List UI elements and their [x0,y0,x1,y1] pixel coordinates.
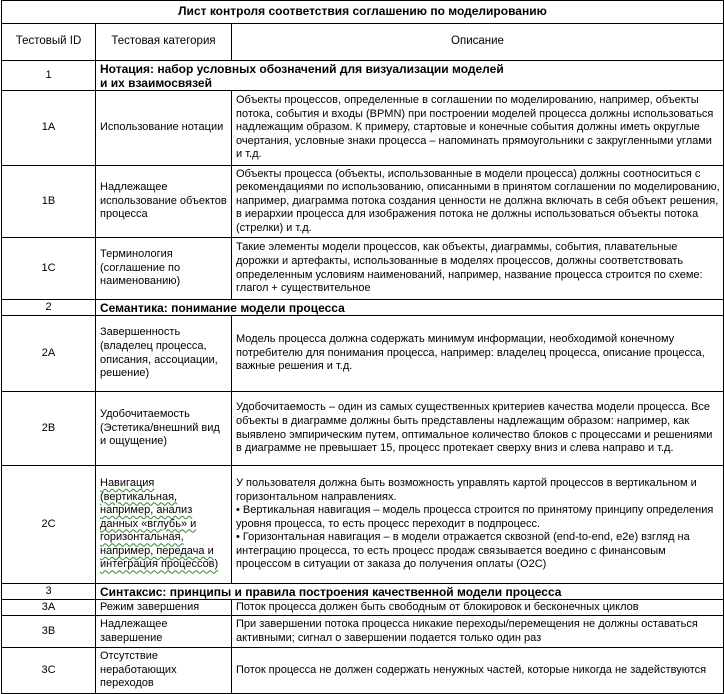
section-title: Нотация: набор условных обозначений для визуализации моделей и их взаимосвязей [96,61,724,91]
row-category: Отсутствие неработающих переходов [96,648,232,694]
row-id: 1B [2,166,96,238]
row-description: Объекты процессов, определенные в соглашении по моделированию, например, объекты потока, события и входы (BPMN) при построении моделей процесса должны использоваться надлежащим образом. К примеру, стартовые и конечные события должны иметь округлые очертания, условные знаки процесса – напоминать прямоугольники с закругленными углами и т.д. [232,91,724,166]
header-row [2,24,724,61]
section-row [2,61,724,91]
row-category: Надлежащее использование объектов процесса [96,166,232,238]
row-category: Использование нотации [96,91,232,166]
table-row [2,316,724,392]
row-category: Терминология (соглашение по наименованию) [96,238,232,300]
row-description: При завершении потока процесса никакие переходы/перемещения не должны оставаться активными; сигнал о завершении подается только один раз [232,616,724,648]
row-category: Режим завершения [96,600,232,616]
row-id: 1A [2,91,96,166]
row-description: Объекты процесса (объекты, использованные в модели процесса) должны соотноситься с рекомендациями по использованию, описанными в принятом соглашении по моделированию, например, диаграмма потока создания ценности не должна включать в себя объект решения, в иерархии процесса для изображения потока не должны использоваться объекты потока (стрелки) и т.д. [232,166,724,238]
row-description: Поток процесса не должен содержать ненужных частей, которые никогда не задействуются [232,648,724,694]
bullet-item: • Вертикальная навигация – модель процесса строится по принятому принципу определения уровня процесса, то есть процесс переходит в подпроцесс. [236,504,714,530]
row-category [96,466,232,584]
bullet-item: • Горизонтальная навигация – в модели отражается сквозной (end-to-end, e2e) взгляд на интеграцию процесса, то есть процесс продаж связывается воедино с финансовым процессом в ситуации от заказа до получения оплаты (О2С) [236,531,690,571]
header-id: Тестовый ID [2,24,96,61]
row-description: Поток процесса должен быть свободным от блокировок и бесконечных циклов [232,600,724,616]
section-row [2,584,724,600]
header-category: Тестовая категория [96,24,232,61]
section-id: 3 [2,584,96,600]
row-id: 3A [2,600,96,616]
row-id: 3B [2,616,96,648]
title-row [2,1,724,24]
row-description [232,466,724,584]
section-title: Синтаксис: принципы и правила построения качественной модели процесса [96,584,724,600]
table-row [2,466,724,584]
row-id: 3C [2,648,96,694]
section-id: 2 [2,300,96,316]
row-description: Такие элементы модели процессов, как объекты, диаграммы, события, плавательные дорожки и артефакты, использованные в моделях процессов, должны соответствовать определенным условиям наименований, например, название процесса строится по схеме: глагол + существительное [232,238,724,300]
row-category: Завершенность (владелец процесса, описания, ассоциации, решение) [96,316,232,392]
row-description: Удобочитаемость – один из самых существенных критериев качества модели процесса. Все объекты в диаграмме должны быть представлены надлежащим образом: например, как выявлено эмпирическим путем, оптимальное количество блоков с процессами и решениями в диаграмме не превышает 15, процесс протекает сверху вниз и слева направо и т.д. [232,392,724,466]
section-title: Семантика: понимание модели процесса [96,300,724,316]
section-id: 1 [2,61,96,91]
row-description-text: У пользователя должна быть возможность управлять картой процессов в вертикальном и горизонтальном направлениях. [236,476,697,503]
header-description: Описание [232,24,724,61]
section-row [2,300,724,316]
row-category: Удобочитаемость (Эстетика/внешний вид и ощущение) [96,392,232,466]
checklist-table [1,0,724,694]
table-title: Лист контроля соответствия соглашению по моделированию [2,1,724,24]
table-row [2,91,724,166]
row-id: 2B [2,392,96,466]
table-row [2,600,724,616]
table-row [2,648,724,694]
table-row [2,166,724,238]
table-row [2,392,724,466]
row-id: 2C [2,466,96,584]
row-category-text: Навигация (вертикальная, например, анализ данных «вглубь» и горизонтальная, например, передача и интеграция процессов) [100,476,219,571]
table-row [2,616,724,648]
table-row [2,238,724,300]
row-id: 1C [2,238,96,300]
row-id: 2A [2,316,96,392]
row-category: Надлежащее завершение [96,616,232,648]
row-description: Модель процесса должна содержать минимум информации, необходимой конечному потребителю для понимания процесса, например: владелец процесса, описание процесса, важные решения и т.д. [232,316,724,392]
